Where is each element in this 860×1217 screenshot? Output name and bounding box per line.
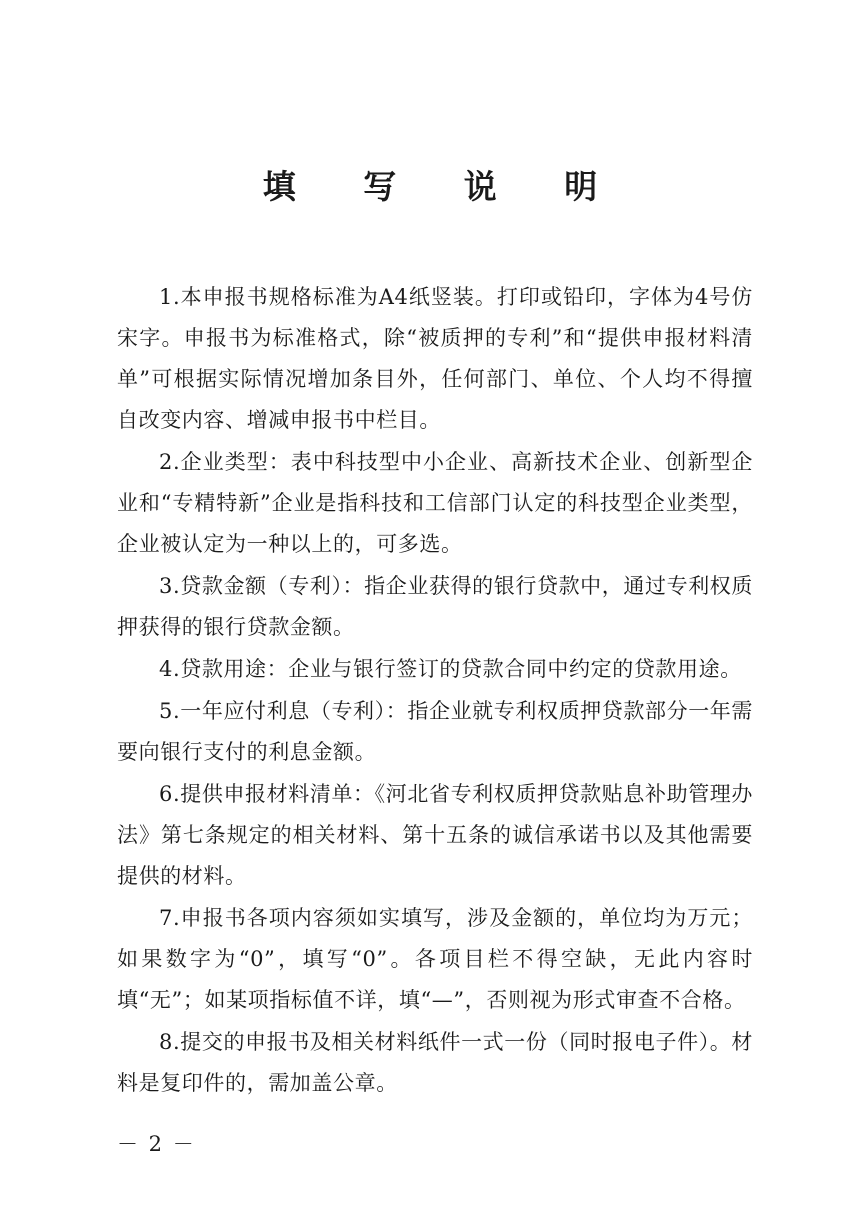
instruction-item-5: 5.一年应付利息（专利）：指企业就专利权质押贷款部分一年需要向银行支付的利息金额。 — [117, 699, 753, 764]
instruction-item-2: 2.企业类型：表中科技型中小企业、高新技术企业、创新型企业和“专精特新”企业是指科技和工信部门认定的科技型企业类型，企业被认定为一种以上的，可多选。 — [117, 450, 753, 556]
instruction-item-1: 1.本申报书规格标准为A4纸竖装。打印或铅印，字体为4号仿宋字。申报书为标准格式，除“被质押的专利”和“提供申报材料清单”可根据实际情况增加条目外，任何部门、单位、个人均不得擅自改变内容、增减申报书中栏目。 — [117, 285, 753, 432]
page-number: － 2 － — [117, 1132, 196, 1156]
instruction-item-6: 6.提供申报材料清单：《河北省专利权质押贷款贴息补助管理办法》第七条规定的相关材料、第十五条的诚信承诺书以及其他需要提供的材料。 — [117, 782, 753, 888]
instructions-list — [117, 277, 753, 1104]
page-title: 填 写 说 明 — [262, 167, 626, 206]
instruction-item-7: 7.申报书各项内容须如实填写，涉及金额的，单位均为万元；如果数字为“0”，填写“0”。各项目栏不得空缺，无此内容时填“无”；如某项指标值不详，填“—”，否则视为形式审查不合格。 — [117, 906, 753, 1012]
instruction-item-4: 4.贷款用途：企业与银行签订的贷款合同中约定的贷款用途。 — [159, 657, 742, 681]
instruction-item-3: 3.贷款金额（专利）：指企业获得的银行贷款中，通过专利权质押获得的银行贷款金额。 — [117, 574, 753, 639]
instruction-item-8: 8.提交的申报书及相关材料纸件一式一份（同时报电子件）。材料是复印件的，需加盖公章。 — [117, 1030, 753, 1095]
